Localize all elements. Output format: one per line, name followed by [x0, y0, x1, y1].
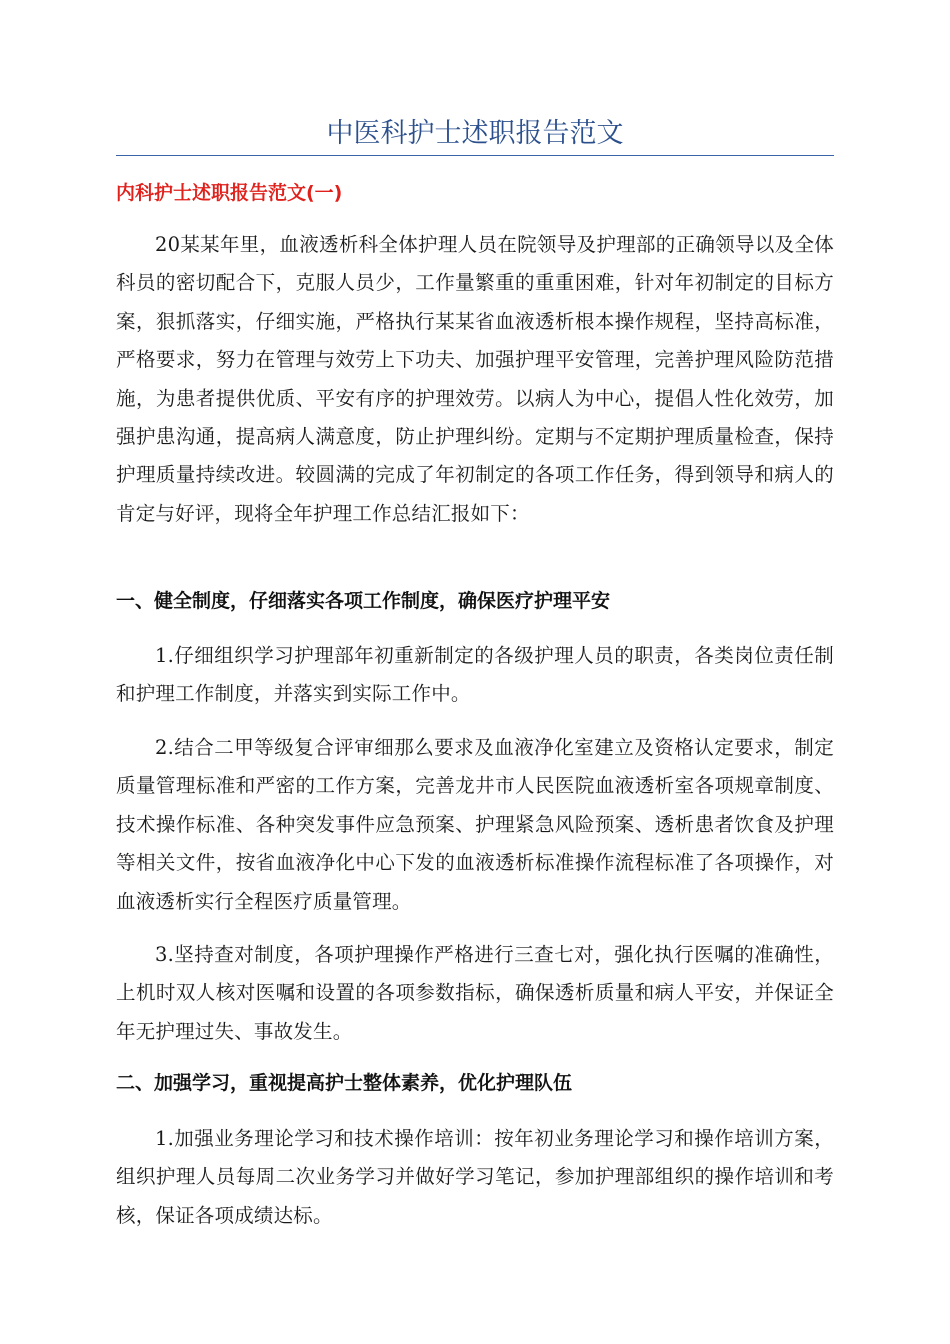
intro-paragraph: 20某某年里，血液透析科全体护理人员在院领导及护理部的正确领导以及全体科员的密切配合下，克服人员少，工作量繁重的重重困难，针对年初制定的目标方案，狠抓落实，仔细实施，严格执行某某省血液透析根本操作规程，坚持高标准，严格要求，努力在管理与效劳上下功夫、加强护理平安管理，完善护理风险防范措施，为患者提供优质、平安有序的护理效劳。以病人为中心，提倡人性化效劳，加强护患沟通，提高病人满意度，防止护理纠纷。定期与不定期护理质量检查，保持护理质量持续改进。较圆满的完成了年初制定的各项工作任务，得到领导和病人的肯定与好评，现将全年护理工作总结汇报如下：	[116, 233, 834, 525]
section-1-paragraph-2: 2.结合二甲等级复合评审细那么要求及血液净化室建立及资格认定要求，制定质量管理标准和严密的工作方案，完善龙井市人民医院血液透析室各项规章制度、技术操作标准、各种突发事件应急预案、护理紧急风险预案、透析患者饮食及护理等相关文件，按省血液净化中心下发的血液透析标准操作流程标准了各项操作，对血液透析实行全程医疗质量管理。	[116, 736, 834, 913]
document-subtitle: 内科护士述职报告范文(一)	[116, 182, 343, 204]
section-heading-2: 二、加强学习，重视提高护士整体素养，优化护理队伍	[116, 1072, 573, 1094]
section-1-paragraph-3: 3.坚持查对制度，各项护理操作严格进行三查七对，强化执行医嘱的准确性，上机时双人核对医嘱和设置的各项参数指标，确保透析质量和病人平安，并保证全年无护理过失、事故发生。	[116, 943, 834, 1043]
section-1-paragraph-1: 1.仔细组织学习护理部年初重新制定的各级护理人员的职责，各类岗位责任制和护理工作制度，并落实到实际工作中。	[116, 644, 834, 706]
title-divider	[116, 155, 834, 156]
section-2-paragraph-1: 1.加强业务理论学习和技术操作培训：按年初业务理论学习和操作培训方案，组织护理人员每周二次业务学习并做好学习笔记，参加护理部组织的操作培训和考核，保证各项成绩达标。	[116, 1127, 834, 1227]
document-page	[116, 0, 834, 1344]
document-title: 中医科护士述职报告范文	[326, 118, 624, 149]
section-heading-1: 一、健全制度，仔细落实各项工作制度，确保医疗护理平安	[116, 590, 611, 612]
